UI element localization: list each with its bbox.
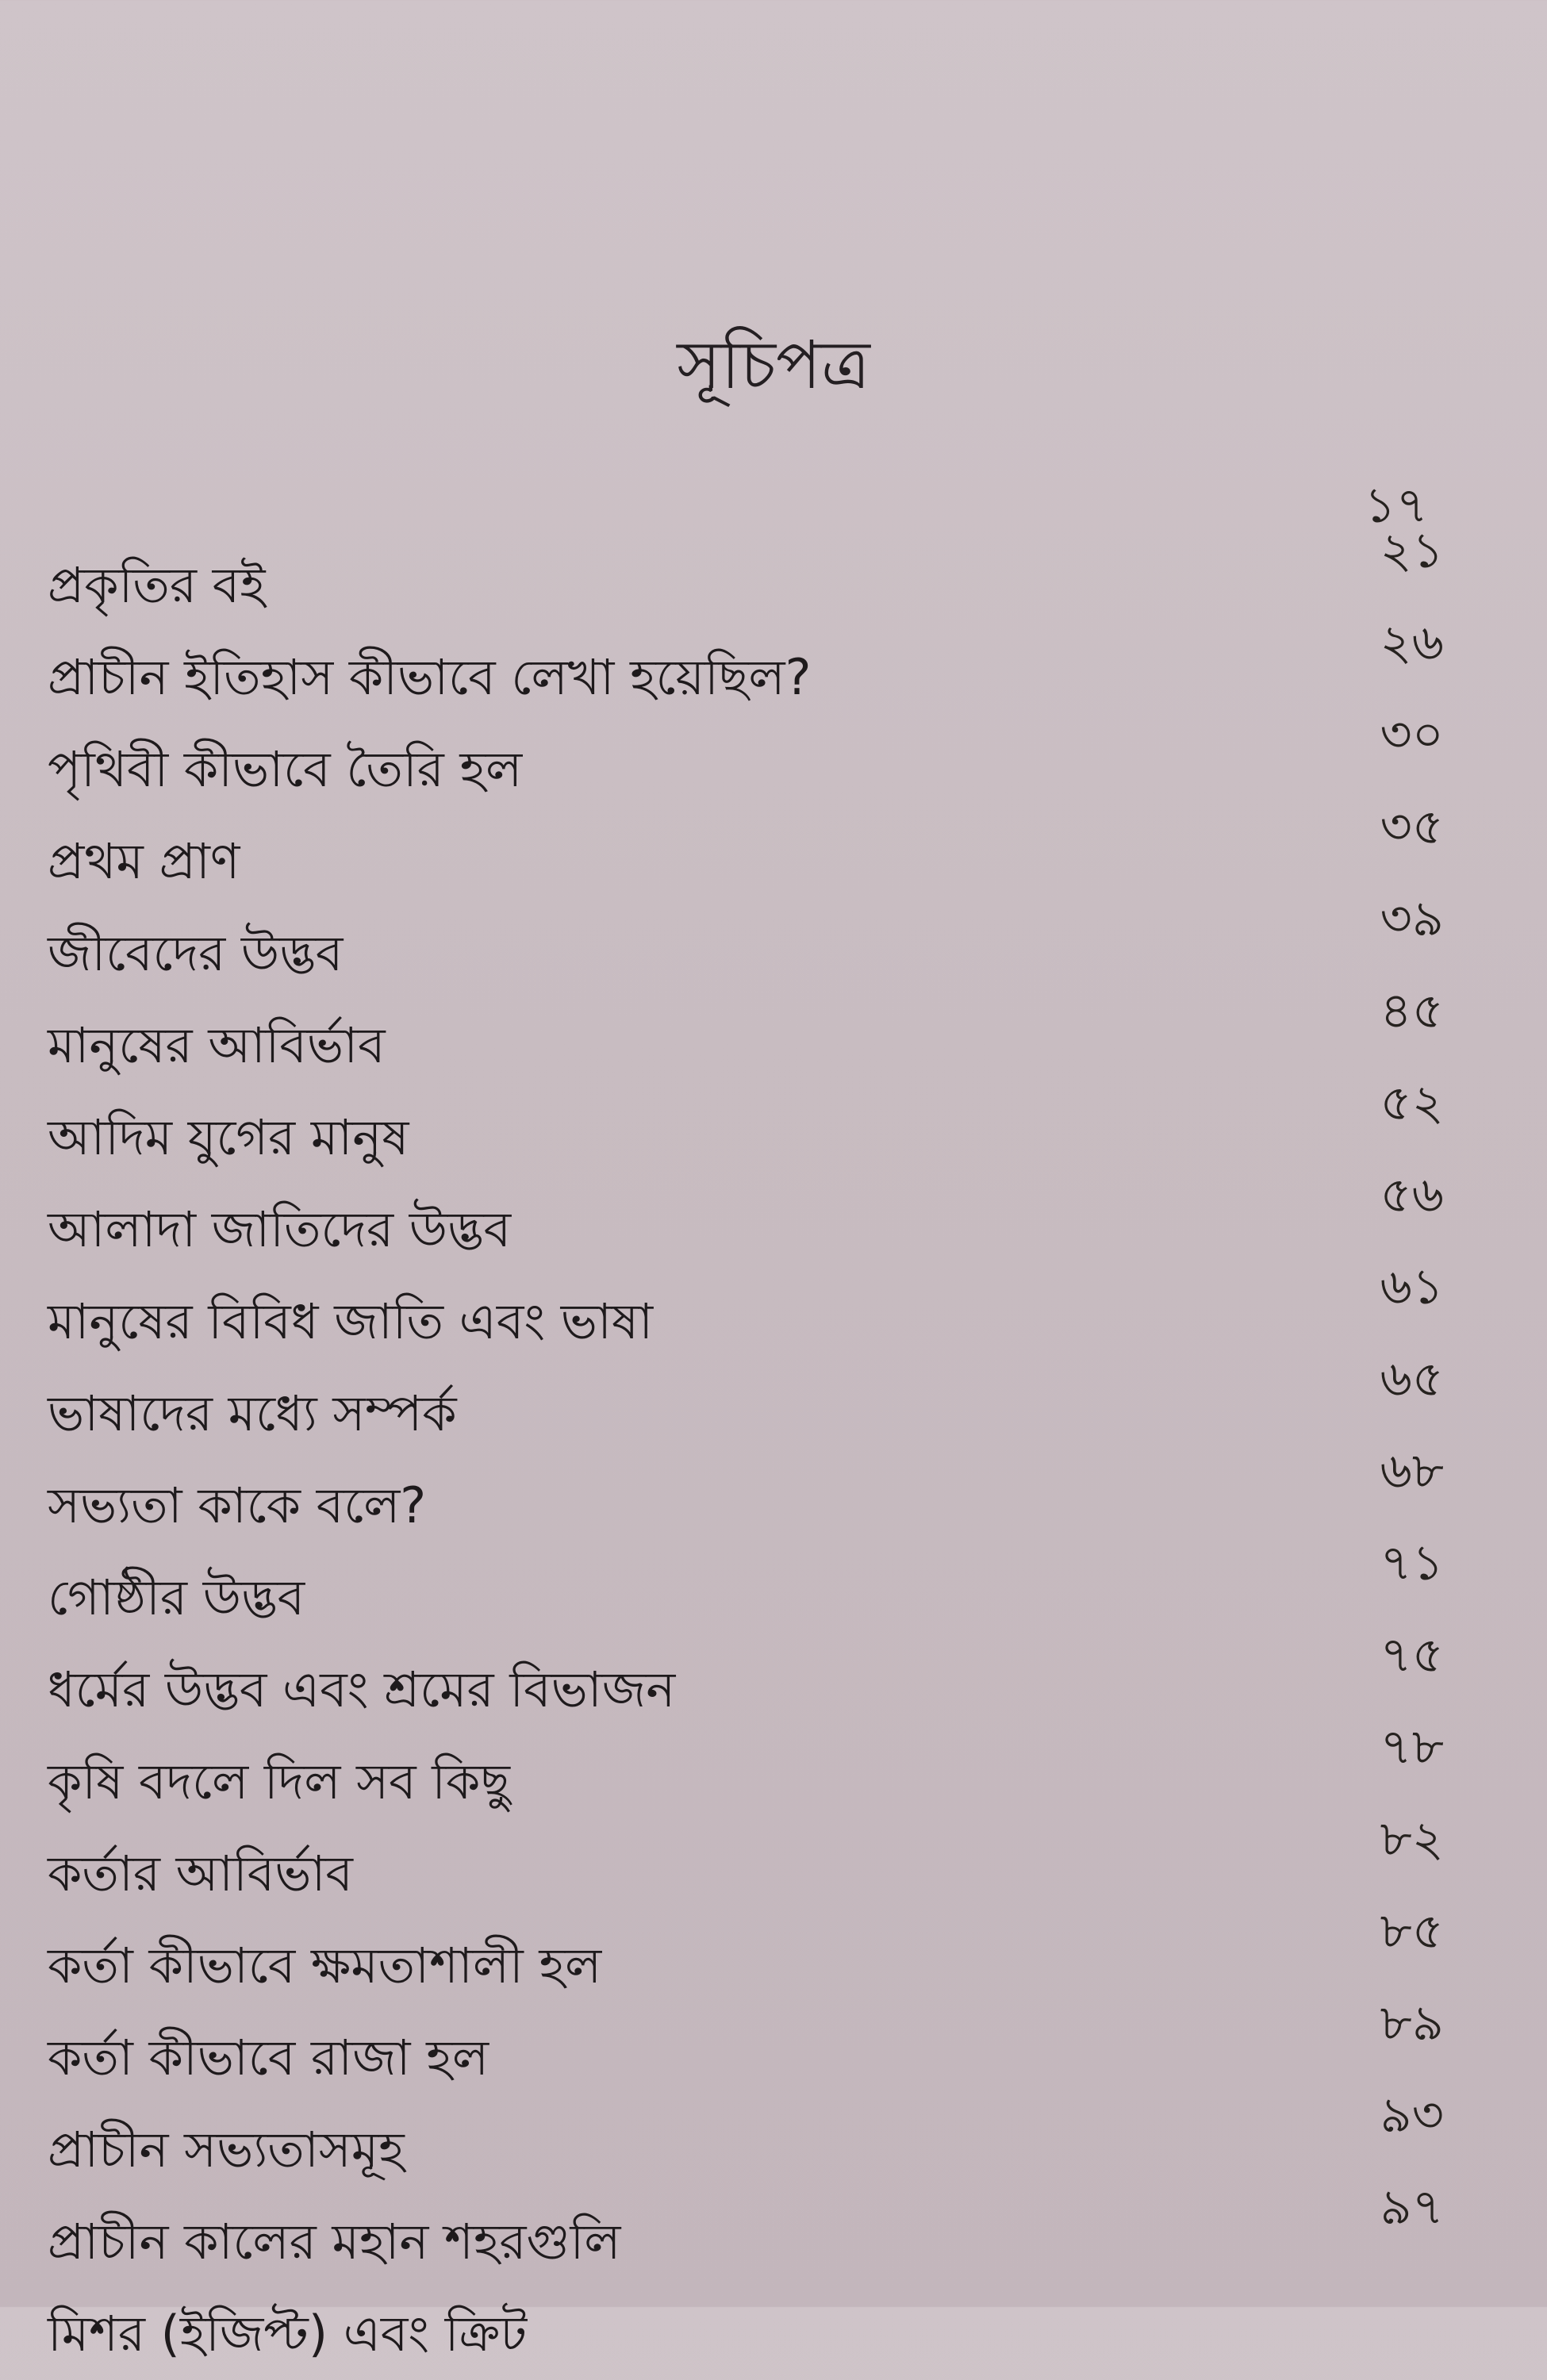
toc-entry — [48, 1810, 1444, 1920]
toc-entry — [48, 1073, 1444, 1184]
toc-entry — [48, 2086, 1444, 2196]
toc-entry — [48, 521, 1444, 631]
toc-entry — [48, 1257, 1444, 1368]
page-title: সূচিপত্র — [677, 326, 870, 404]
toc-entry-title: প্রথম প্রাণ — [48, 832, 240, 890]
toc-entry-page: ২১ — [1380, 521, 1444, 579]
toc-entry-title: কর্তা কীভাবে রাজা হল — [48, 2029, 489, 2086]
toc-entry — [48, 1626, 1444, 1736]
toc-entry-page: ৭৮ — [1380, 1718, 1444, 1775]
first-page-number: ১৭ — [1364, 476, 1428, 534]
toc-entry-page: ৩০ — [1380, 705, 1444, 763]
toc-entry-title: প্রাচীন কালের মহান শহরগুলি — [48, 2213, 621, 2271]
toc-entry — [48, 1441, 1444, 1552]
toc-entry-title: সভ্যতা কাকে বলে? — [48, 1476, 427, 1534]
toc-entry-page: ৬৮ — [1380, 1441, 1444, 1499]
toc-entry-title: কর্তার আবির্ভাব — [48, 1844, 353, 1902]
toc-entry — [48, 1902, 1444, 2012]
toc-entry-page: ৭১ — [1380, 1534, 1444, 1591]
toc-entry-title: প্রাচীন সভ্যতাসমূহ — [48, 2121, 405, 2178]
toc-entry — [48, 1534, 1444, 1644]
toc-entry-page: ৮৫ — [1380, 1902, 1444, 1960]
toc-entry-title: কর্তা কীভাবে ক্ষমতাশালী হল — [48, 1937, 602, 1994]
toc-entry — [48, 1165, 1444, 1276]
toc-entry-title: ধর্মের উদ্ভব এবং শ্রমের বিভাজন — [48, 1660, 676, 1718]
toc-entry-page: ৯৩ — [1380, 2086, 1444, 2144]
toc-entry-title: জীবেদের উদ্ভব — [48, 924, 344, 982]
toc-entry-title: মিশর (ইজিপ্ট) এবং ক্রিট — [48, 2305, 528, 2363]
toc-entry — [48, 1349, 1444, 1460]
toc-entry-title: ভাষাদের মধ্যে সম্পর্ক — [48, 1384, 457, 1442]
toc-entry-page: ৯৭ — [1380, 2178, 1444, 2236]
toc-entry-title: মানুষের আবির্ভাব — [48, 1016, 386, 1074]
toc-entry-title: কৃষি বদলে দিল সব কিছু — [48, 1752, 510, 1810]
toc-entry-title: প্রাচীন ইতিহাস কীভাবে লেখা হয়েছিল? — [48, 648, 812, 706]
toc-entry-page: ৬১ — [1380, 1257, 1444, 1315]
toc-entry-page: ৩৯ — [1380, 889, 1444, 947]
toc-entry — [48, 1718, 1444, 1828]
table-of-contents — [48, 521, 1444, 2380]
toc-entry — [48, 889, 1444, 1000]
toc-entry-page: ৮২ — [1380, 1810, 1444, 1868]
toc-entry-title: আলাদা জাতিদের উদ্ভব — [48, 1200, 512, 1258]
toc-entry — [48, 2178, 1444, 2288]
toc-entry-page: ৪৫ — [1380, 981, 1444, 1039]
toc-entry — [48, 2288, 1444, 2380]
toc-entry-page: ৬৫ — [1380, 1349, 1444, 1407]
toc-entry-page: ২৬ — [1380, 613, 1444, 671]
toc-entry-title: পৃথিবী কীভাবে তৈরি হল — [48, 740, 523, 798]
toc-entry-title: মানুষের বিবিধ জাতি এবং ভাষা — [48, 1292, 654, 1350]
toc-entry-page: ৭৫ — [1380, 1626, 1444, 1683]
toc-entry-page: ৫৬ — [1380, 1165, 1444, 1223]
toc-entry-page: ৩৫ — [1380, 797, 1444, 855]
toc-entry — [48, 613, 1444, 724]
toc-entry — [48, 1994, 1444, 2104]
toc-entry-title: গোষ্ঠীর উদ্ভব — [48, 1568, 305, 1626]
toc-entry-page: ৮৯ — [1380, 1994, 1444, 2052]
toc-entry — [48, 981, 1444, 1092]
toc-entry — [48, 705, 1444, 816]
toc-entry-title: প্রকৃতির বই — [48, 556, 266, 614]
toc-entry — [48, 797, 1444, 908]
toc-entry-page: ৫২ — [1380, 1073, 1444, 1131]
toc-entry-title: আদিম যুগের মানুষ — [48, 1108, 409, 1166]
